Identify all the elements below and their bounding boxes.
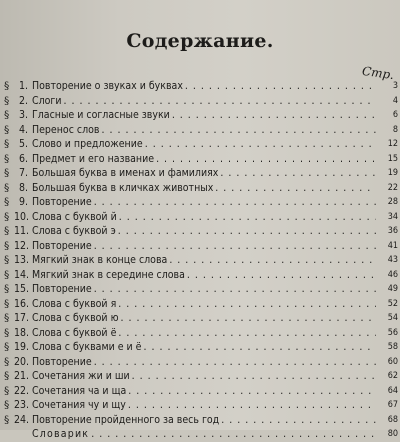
- entry-page-number: 28: [387, 197, 398, 207]
- entry-title: [32, 398, 376, 413]
- entry-number: 10.: [14, 210, 30, 223]
- entry-title: [32, 79, 376, 94]
- section-sign: §: [4, 399, 10, 411]
- entry-title: [32, 427, 376, 442]
- entry-title-text: Повторение: [32, 196, 92, 208]
- entry-title: [32, 210, 376, 225]
- toc-entry: [4, 210, 400, 225]
- entry-title-text: Слова с буквами е и ё: [32, 341, 142, 353]
- entry-page-number: 41: [387, 240, 398, 251]
- entry-title: [32, 181, 376, 196]
- section-sign: §: [4, 297, 10, 310]
- toc-entry: [4, 384, 400, 399]
- entry-page-number: 15: [387, 153, 398, 164]
- entry-page-number: 3: [392, 81, 398, 91]
- section-sign: §: [4, 80, 10, 92]
- entry-title: [32, 239, 376, 254]
- entry-number: 20.: [14, 355, 30, 368]
- entry-title: [32, 282, 376, 297]
- toc-entry: [4, 413, 400, 428]
- entry-title: [32, 195, 376, 210]
- toc-entry: [4, 398, 400, 413]
- section-sign: §: [4, 268, 10, 281]
- entry-page-number: 64: [387, 385, 398, 396]
- entry-page-number: 6: [392, 110, 398, 120]
- toc-entry: [4, 369, 400, 384]
- entry-title: [32, 413, 376, 428]
- entry-page-number: 19: [387, 168, 398, 178]
- section-sign: §: [4, 239, 10, 252]
- entry-title: [32, 326, 376, 341]
- entry-number: 17.: [14, 312, 30, 324]
- page-title: Содержание.: [126, 30, 274, 52]
- section-sign: §: [4, 370, 10, 382]
- entry-title-text: Сочетания ча и ща: [32, 384, 127, 397]
- toc-entry: [4, 282, 400, 297]
- toc-entry: [4, 166, 400, 181]
- entry-number: 24.: [14, 413, 30, 426]
- section-sign: §: [4, 341, 10, 353]
- entry-number: 1.: [18, 80, 28, 92]
- entry-number: 6.: [18, 152, 28, 165]
- entry-title-text: Мягкий знак в конце слова: [32, 254, 168, 266]
- section-sign: §: [4, 254, 10, 266]
- toc-entry: [4, 340, 400, 355]
- entry-page-number: 49: [387, 284, 398, 294]
- section-sign: §: [4, 283, 10, 295]
- entry-title-text: Повторение: [32, 239, 92, 252]
- entry-number: 15.: [14, 283, 30, 295]
- entry-title-text: Слова с буквой ю: [32, 312, 119, 324]
- entry-page-number: 36: [387, 226, 398, 236]
- entry-number: 3.: [18, 109, 28, 121]
- section-sign: §: [4, 413, 10, 426]
- entry-number: 21.: [14, 370, 30, 382]
- entry-page-number: 52: [387, 298, 398, 309]
- entry-page-number: 56: [387, 327, 398, 338]
- entry-page-number: 67: [387, 400, 398, 410]
- entry-number: 7.: [18, 167, 28, 179]
- toc-entry: [4, 239, 400, 254]
- entry-number: 23.: [14, 399, 30, 411]
- toc-entry: [4, 224, 400, 239]
- entry-number: 18.: [14, 326, 30, 339]
- entry-title: [32, 340, 376, 355]
- entry-page-number: 54: [387, 313, 398, 323]
- entry-title-text: Сочетания чу и щу: [32, 399, 126, 411]
- entry-title-text: Повторение о звуках и буквах: [32, 80, 183, 92]
- section-sign: §: [4, 196, 10, 208]
- entry-page-number: 62: [387, 371, 398, 381]
- section-sign: §: [4, 181, 10, 194]
- section-sign: §: [4, 138, 10, 150]
- entry-title: [32, 166, 376, 181]
- entry-number: 13.: [14, 254, 30, 266]
- toc-entry: [4, 137, 400, 152]
- entry-title: [32, 253, 376, 268]
- entry-title: [32, 384, 376, 399]
- toc-entry: [4, 268, 400, 283]
- toc-entry: [4, 94, 400, 109]
- entry-title: [32, 311, 376, 326]
- entry-title: [32, 108, 376, 123]
- entry-title-text: Перенос слов: [32, 123, 100, 136]
- entry-title-text: Повторение пройденного за весь год: [32, 413, 220, 426]
- toc-entry: [4, 297, 400, 312]
- entry-page-number: 43: [387, 255, 398, 265]
- entry-number: 16.: [14, 297, 30, 310]
- entry-title-text: Мягкий знак в середине слова: [32, 268, 185, 281]
- section-sign: §: [4, 384, 10, 397]
- section-sign: §: [4, 225, 10, 237]
- entry-page-number: 8: [392, 124, 398, 135]
- entry-number: 12.: [14, 239, 30, 252]
- entry-number: 2.: [18, 94, 28, 107]
- entry-number: 8.: [18, 181, 28, 194]
- entry-title: [32, 355, 376, 370]
- entry-page-number: 4: [392, 95, 398, 106]
- toc-entry: [4, 253, 400, 268]
- entry-title: [32, 369, 376, 384]
- entry-page-number: 34: [387, 211, 398, 222]
- table-of-contents: [4, 79, 400, 442]
- toc-entry: [4, 108, 400, 123]
- toc-entry: [4, 181, 400, 196]
- section-sign: §: [4, 355, 10, 368]
- entry-title: [32, 224, 376, 239]
- toc-entry: [4, 79, 400, 94]
- section-sign: §: [4, 312, 10, 324]
- entry-title-text: Большая буква в кличках животных: [32, 181, 214, 194]
- entry-page-number: 58: [387, 342, 398, 352]
- section-sign: §: [4, 123, 10, 136]
- entry-number: 14.: [14, 268, 30, 281]
- toc-entry: [4, 311, 400, 326]
- entry-number: 5.: [18, 138, 28, 150]
- entry-title: [32, 137, 376, 152]
- toc-entry: [4, 326, 400, 341]
- page-column-label: Стр.: [361, 63, 395, 83]
- entry-title-text: Гласные и согласные звуки: [32, 109, 170, 121]
- entry-title-text: Повторение: [32, 283, 92, 295]
- entry-page-number: 68: [387, 414, 398, 425]
- entry-title: [32, 123, 376, 138]
- section-sign: §: [4, 94, 10, 107]
- entry-title-text: Словарик: [32, 428, 90, 440]
- entry-title-text: Слово и предложение: [32, 138, 143, 150]
- entry-title-text: Слова с буквой ё: [32, 326, 117, 339]
- toc-entry: [4, 355, 400, 370]
- entry-number: 22.: [14, 384, 30, 397]
- entry-title: [32, 94, 376, 109]
- toc-entry: [4, 152, 400, 167]
- entry-page-number: 80: [387, 429, 398, 439]
- section-sign: §: [4, 210, 10, 223]
- entry-title-text: Сочетания жи и ши: [32, 370, 130, 382]
- entry-title: [32, 268, 376, 283]
- entry-page-number: 46: [387, 269, 398, 280]
- toc-entry: [4, 123, 400, 138]
- entry-title-text: Предмет и его название: [32, 152, 155, 165]
- section-sign: §: [4, 326, 10, 339]
- entry-title: [32, 152, 376, 167]
- entry-title-text: Слоги: [32, 94, 62, 107]
- section-sign: §: [4, 167, 10, 179]
- glossary-entry: [4, 427, 400, 442]
- entry-page-number: 12: [387, 139, 398, 149]
- entry-title-text: Большая буква в именах и фамилиях: [32, 167, 219, 179]
- entry-title-text: Слова с буквой я: [32, 297, 117, 310]
- entry-title-text: Слова с буквой э: [32, 225, 116, 237]
- entry-number: 4.: [18, 123, 28, 136]
- toc-entry: [4, 195, 400, 210]
- entry-number: 11.: [14, 225, 30, 237]
- entry-title: [32, 297, 376, 312]
- section-sign: §: [4, 109, 10, 121]
- entry-number: 19.: [14, 341, 30, 353]
- section-sign: §: [4, 152, 10, 165]
- entry-title-text: Повторение: [32, 355, 92, 368]
- entry-page-number: 60: [387, 356, 398, 367]
- entry-page-number: 22: [387, 182, 398, 193]
- entry-number: 9.: [18, 196, 28, 208]
- entry-title-text: Слова с буквой й: [32, 210, 117, 223]
